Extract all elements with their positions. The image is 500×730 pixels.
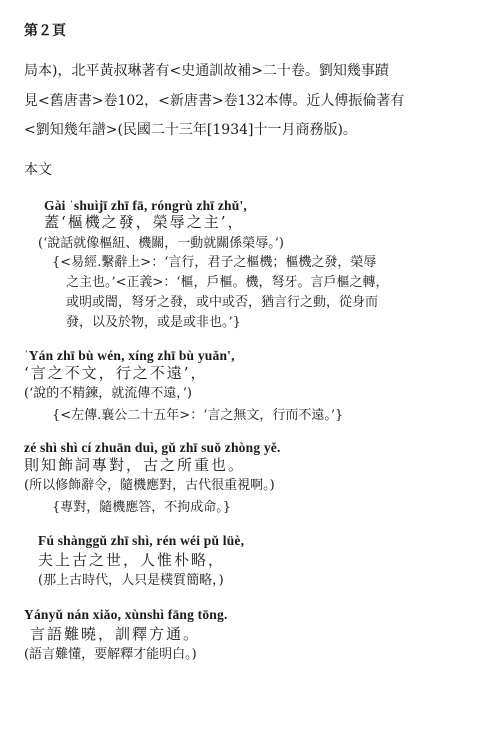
translation-line: (‘說話就像樞紐、機關，一動就關係榮辱。’) — [38, 236, 284, 251]
chinese-line: 夫上古之世，人惟朴略， — [38, 551, 226, 569]
pinyin-line: Fú shànggǔ zhī shì, rén wéi pǔ lüè, — [38, 533, 245, 548]
translation-line: (那上古時代，人只是樸質簡略，) — [38, 573, 224, 588]
chinese-line: 言語難曉，訓釋方通。 — [30, 625, 201, 643]
pinyin-line: zé shì shì cí zhuān duì, gǔ zhī suǒ zhòng yě. — [24, 440, 281, 455]
note-line: {專對，隨機應答，不拘成命。} — [52, 500, 232, 515]
note-line: {<左傳.襄公二十五年>：‘言之無文，行而不遠。’} — [52, 408, 344, 423]
intro-line: 見<舊唐書>卷102，<新唐書>卷132本傳。近人傅振倫著有 — [24, 93, 405, 109]
section-title: 本文 — [24, 162, 52, 178]
chinese-line: ‘言之不文，行之不遠’， — [24, 364, 208, 382]
chinese-line: 則知飾詞專對，古之所重也。 — [24, 456, 246, 474]
pinyin-line: Yányǔ nán xiǎo, xùnshì fāng tōng. — [24, 607, 228, 622]
translation-line: (所以修飾辭令，隨機應對，古代很重視啊。) — [24, 478, 275, 493]
intro-line: <劉知幾年譜>(民國二十三年[1934]十一月商務版)。 — [24, 122, 357, 138]
pinyin-line: Gài ˈshuìjī zhī fā, róngrù zhī zhǔ', — [44, 198, 247, 213]
chinese-line: 蓋‘樞機之發，榮辱之主’， — [44, 213, 245, 231]
translation-line: (‘說的不精鍊，就流傳不遠，’) — [24, 386, 192, 401]
note-line: 之主也。’<正義>：‘樞，戶樞。機，弩牙。言戶樞之轉， — [66, 275, 389, 290]
page-header: 第２頁 — [24, 23, 66, 39]
translation-line: (語言難懂，要解釋才能明白。) — [24, 647, 197, 662]
note-line: {<易經.繫辭上>：‘言行，君子之樞機；樞機之發，榮辱 — [52, 255, 377, 270]
note-line: 或明或闇，弩牙之發，或中或否，猶言行之動，從身而 — [66, 295, 379, 310]
pinyin-line: ˈYán zhī bù wén, xíng zhī bù yuǎn', — [24, 348, 235, 363]
intro-line: 局本)，北平黃叔琳著有<史通訓故補>二十卷。劉知幾事蹟 — [24, 63, 389, 79]
note-line: 發，以及於物，或是或非也。’} — [66, 315, 241, 330]
